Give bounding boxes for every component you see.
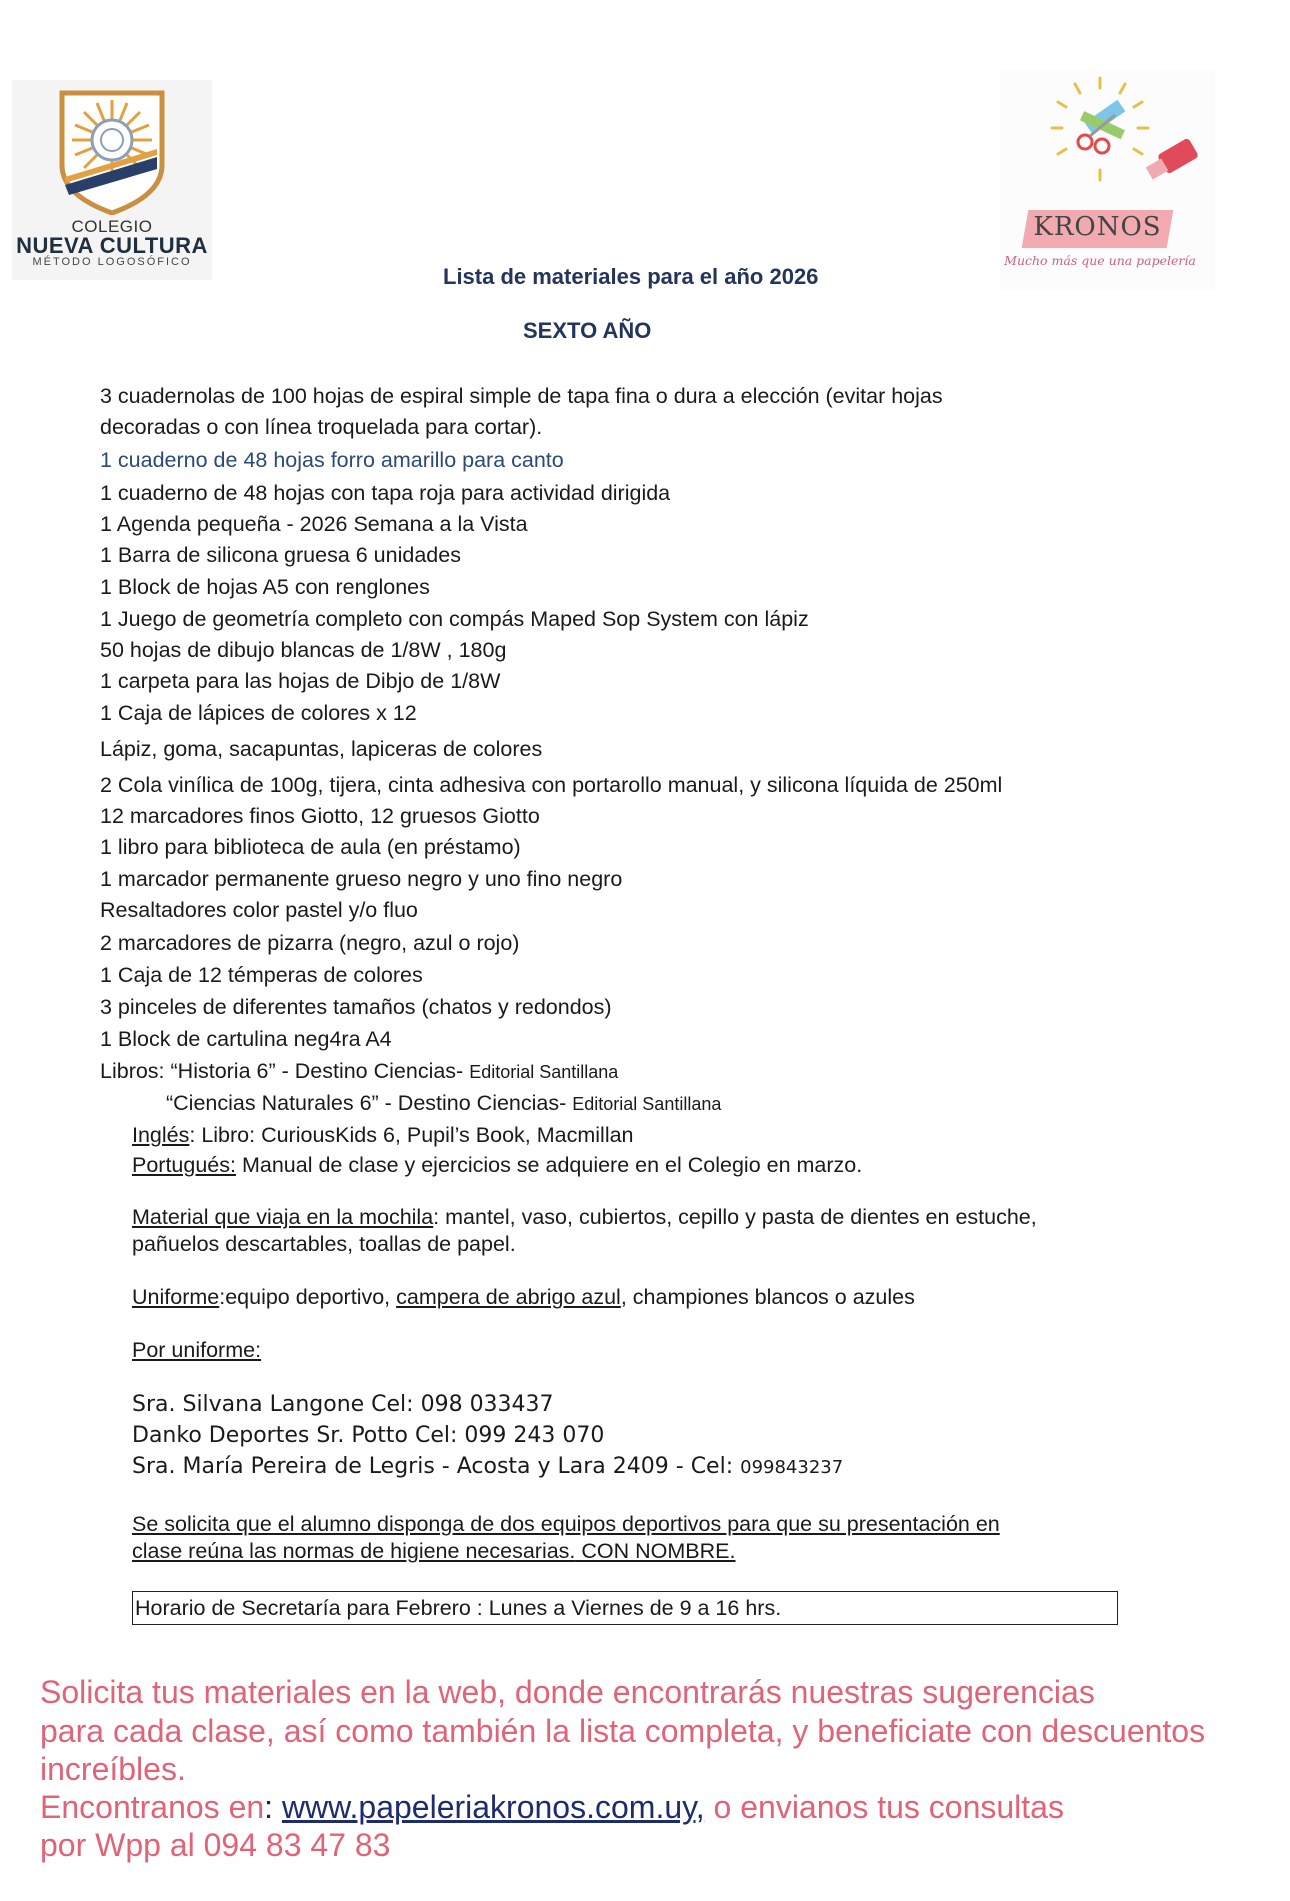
list-item: 1 marcador permanente grueso negro y uno fino negro <box>100 867 623 891</box>
list-item: 1 Block de cartulina neg4ra A4 <box>100 1027 392 1051</box>
book-publisher: Editorial Santillana <box>469 1062 619 1082</box>
list-item: 1 libro para biblioteca de aula (en préstamo) <box>100 835 521 859</box>
school-shield-icon <box>57 85 167 215</box>
promo-line-5: por Wpp al 094 83 47 83 <box>40 1827 391 1863</box>
kronos-tagline: Mucho más que una papelería <box>1004 253 1196 268</box>
list-item: 2 Cola vinílica de 100g, tijera, cinta adhesiva con portarollo manual, y silicona líquida de 250ml <box>100 773 1003 797</box>
list-item: Resaltadores color pastel y/o fluo <box>100 898 418 922</box>
promo-or-send: o envianos tus consultas <box>704 1789 1064 1825</box>
hours-box <box>132 1591 1118 1625</box>
list-item: 1 Caja de lápices de colores x 12 <box>100 701 417 725</box>
uniforme-label: Uniforme <box>132 1285 220 1309</box>
list-item: 1 Caja de 12 témperas de colores <box>100 963 423 987</box>
portugues-text: Manual de clase y ejercicios se adquiere en el Colegio en marzo. <box>235 1153 863 1177</box>
por-uniforme-label: Por uniforme: <box>132 1338 262 1362</box>
art-supplies-icon <box>1030 70 1200 210</box>
promo-line-4 <box>40 1788 1064 1826</box>
mochila-label: Material que viaja en la mochila <box>132 1205 434 1229</box>
page-subtitle: SEXTO AÑO <box>523 318 652 343</box>
list-item: 2 marcadores de pizarra (negro, azul o rojo) <box>100 931 520 955</box>
notice-line-2 <box>132 1537 735 1565</box>
list-item: 12 marcadores finos Giotto, 12 gruesos Giotto <box>100 804 540 828</box>
portugues-line <box>132 1151 862 1179</box>
promo-line-2: para cada clase, así como también la lista completa, y beneficiate con descuentos <box>40 1713 1206 1749</box>
list-item: 1 Agenda pequeña - 2026 Semana a la Vista <box>100 512 528 536</box>
campera-text: campera de abrigo azul <box>396 1285 621 1309</box>
website-link[interactable]: www.papeleriakronos.com.uy, <box>281 1789 705 1825</box>
contact-2: Danko Deportes Sr. Potto Cel: 099 243 070 <box>132 1423 605 1448</box>
notice-text: clase reúna las normas de higiene necesarias. <box>132 1539 576 1563</box>
school-logo <box>12 80 212 280</box>
list-item: Lápiz, goma, sacapuntas, lapiceras de colores <box>100 737 543 761</box>
promo-line-3: increíbles. <box>40 1751 186 1787</box>
promo-colon: : <box>264 1789 282 1825</box>
mochila-line <box>132 1203 1037 1231</box>
books-line-2 <box>166 1089 721 1118</box>
uniforme-text-2: , championes blancos o azules <box>620 1285 915 1309</box>
ingles-line <box>132 1121 634 1149</box>
list-item: 50 hojas de dibujo blancas de 1/8W , 180g <box>100 638 507 662</box>
page-title: Lista de materiales para el año 2026 <box>443 264 819 289</box>
list-item: 1 cuaderno de 48 hojas forro amarillo para canto <box>100 448 564 472</box>
list-item: 1 Block de hojas A5 con renglones <box>100 575 430 599</box>
list-item: 1 carpeta para las hojas de Dibjo de 1/8W <box>100 669 501 693</box>
contact-3-text: Sra. María Pereira de Legris - Acosta y Lara 2409 - Cel: <box>132 1454 734 1479</box>
promo-find-us: Encontranos en <box>40 1789 265 1825</box>
kronos-name: KRONOS <box>1033 212 1162 242</box>
book-publisher: Editorial Santillana <box>572 1094 722 1114</box>
book-historia: Libros: “Historia 6” - Destino Ciencias- <box>100 1059 464 1083</box>
contact-3-phone: 099843237 <box>740 1457 844 1478</box>
contact-3 <box>132 1452 843 1483</box>
books-line-1 <box>100 1057 618 1086</box>
school-logo-line2: NUEVA CULTURA <box>16 233 208 258</box>
list-item: 1 cuaderno de 48 hojas con tapa roja para actividad dirigida <box>100 481 671 505</box>
book-ciencias: “Ciencias Naturales 6” - Destino Ciencias- <box>166 1091 567 1115</box>
contact-1: Sra. Silvana Langone Cel: 098 033437 <box>132 1392 554 1417</box>
list-item: 3 pinceles de diferentes tamaños (chatos y redondos) <box>100 995 612 1019</box>
school-logo-line1: COLEGIO <box>71 217 153 236</box>
list-item: decoradas o con línea troquelada para cortar). <box>100 415 543 439</box>
uniforme-line <box>132 1283 915 1311</box>
list-item: 3 cuadernolas de 100 hojas de espiral simple de tapa fina o dura a elección (evitar hojas <box>100 384 943 408</box>
portugues-label: Portugués: <box>132 1153 236 1177</box>
uniforme-text: :equipo deportivo, <box>219 1285 397 1309</box>
kronos-logo <box>1000 70 1215 290</box>
promo-line-1: Solicita tus materiales en la web, donde encontrarás nuestras sugerencias <box>40 1674 1095 1710</box>
school-logo-line3: MÉTODO LOGOSÓFICO <box>32 256 192 268</box>
list-item: 1 Barra de silicona gruesa 6 unidades <box>100 543 461 567</box>
hours-text: Horario de Secretaría para Febrero : Lunes a Viernes de 9 a 16 hrs. <box>135 1596 782 1620</box>
mochila-line-2: pañuelos descartables, toallas de papel. <box>132 1232 516 1256</box>
ingles-label: Inglés <box>132 1123 190 1147</box>
notice-con-nombre: CON NOMBRE. <box>575 1539 736 1563</box>
mochila-text: : mantel, vaso, cubiertos, cepillo y pasta de dientes en estuche, <box>433 1205 1037 1229</box>
ingles-text: : Libro: CuriousKids 6, Pupil’s Book, Macmillan <box>189 1123 634 1147</box>
notice-line-1: Se solicita que el alumno disponga de dos equipos deportivos para que su presentación en <box>132 1512 1000 1536</box>
list-item: 1 Juego de geometría completo con compás Maped Sop System con lápiz <box>100 607 809 631</box>
